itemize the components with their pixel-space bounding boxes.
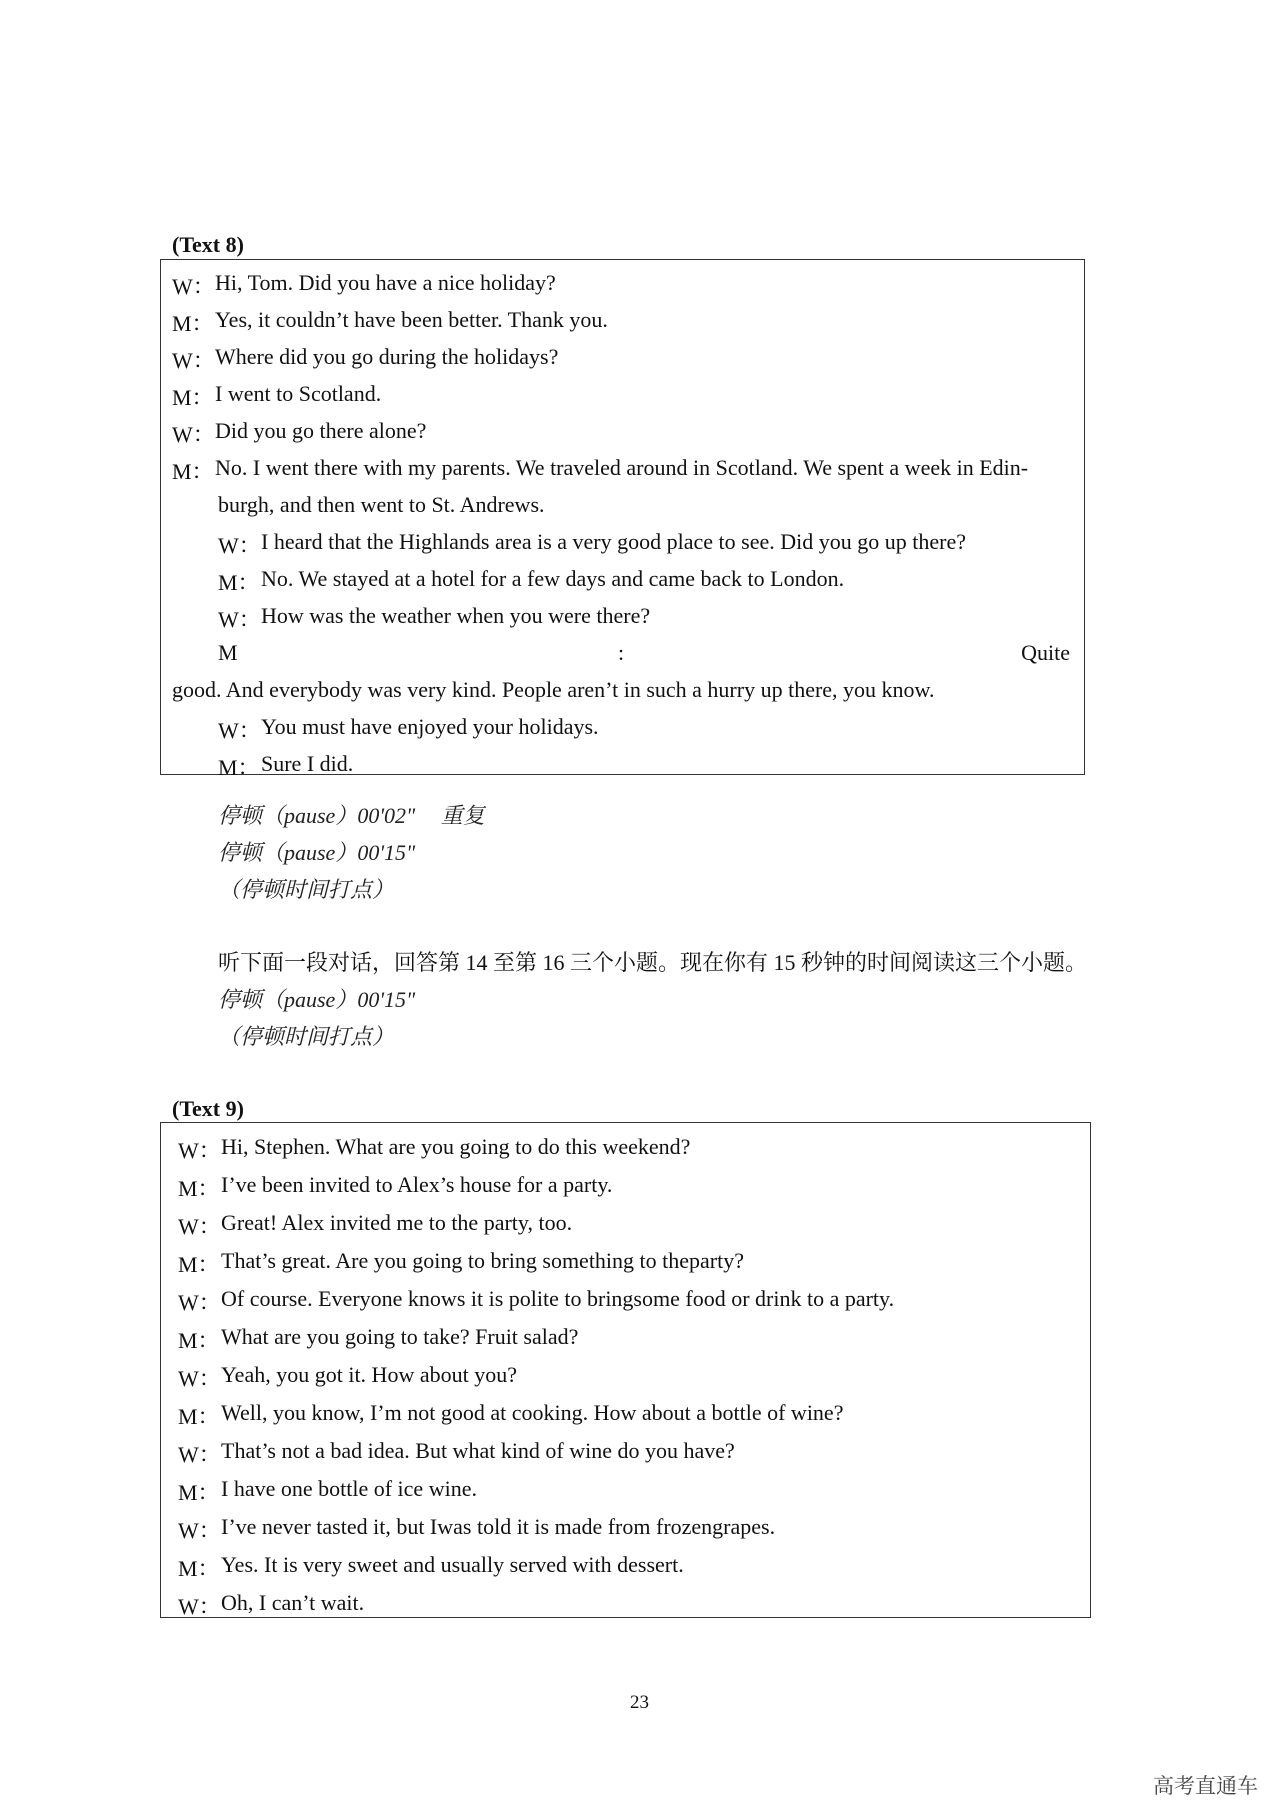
speaker-label: W： [218,607,261,632]
line-text: Did you go there alone? [215,418,427,443]
line-text: burgh, and then went to St. Andrews. [218,492,545,517]
line-text: I heard that the Highlands area is a very good place to see. Did you go up there? [261,529,966,554]
speaker-label: M： [178,1328,220,1353]
speaker-label: W： [178,1290,221,1315]
instruction-text: 听下面一段对话，回答第 14 至第 16 三个小题。现在你有 15 秒钟的时间阅读这三个小题。 [218,950,1088,975]
speaker-label: M： [172,311,214,336]
speaker-label: M [218,640,238,665]
text9-dialogue-box [160,1122,1091,1618]
page-number: 23 [630,1692,649,1713]
pause-timing-note: （停顿时间打点） [218,877,395,902]
text8-dialogue-box [160,259,1085,780]
speaker-label: M： [178,1252,220,1277]
line-text: No. I went there with my parents. We traveled around in Scotland. We spent a week in Edin- [215,455,1029,480]
line-text: Hi, Tom. Did you have a nice holiday? [215,270,556,295]
pause-text: 停顿（pause）00'02" [218,803,416,828]
line-text: Yes. It is very sweet and usually served with dessert. [221,1552,684,1577]
line-text: Great! Alex invited me to the party, too. [221,1210,573,1235]
speaker-label: W： [178,1138,221,1163]
speaker-label: M： [172,385,214,410]
line-text: How was the weather when you were there? [261,603,651,628]
line-text: No. We stayed at a hotel for a few days and came back to London. [261,566,845,591]
dialogue-line [218,640,1070,666]
pause-note: 停顿（pause）00'15" [218,840,416,865]
speaker-label: M： [178,1480,220,1505]
repeat-label: 重复 [440,803,485,828]
speaker-label: W： [172,348,215,373]
line-text: Well, you know, I’m not good at cooking. How about a bottle of wine? [221,1400,844,1425]
speaker-label: W： [172,422,215,447]
line-text: What are you going to take? Fruit salad? [221,1324,579,1349]
speaker-label: M： [178,1404,220,1429]
watermark-text: 高考直通车 [1153,1774,1258,1798]
line-text: Of course. Everyone knows it is polite to bringsome food or drink to a party. [221,1286,895,1311]
speaker-colon: : [618,640,625,665]
line-text: I’ve never tasted it, but Iwas told it is made from frozengrapes. [221,1514,776,1539]
speaker-label: M： [218,570,260,595]
text9-title: (Text 9) [172,1096,244,1121]
speaker-label: W： [178,1214,221,1239]
line-text: That’s great. Are you going to bring something to theparty? [221,1248,745,1273]
speaker-label: W： [218,718,261,743]
line-text: I have one bottle of ice wine. [221,1476,477,1501]
pause-timing-note: （停顿时间打点） [218,1024,395,1049]
line-text: I’ve been invited to Alex’s house for a party. [221,1172,613,1197]
speaker-label: W： [218,533,261,558]
line-text: That’s not a bad idea. But what kind of wine do you have? [221,1438,735,1463]
speaker-label: M： [172,459,214,484]
speaker-label: M： [178,1556,220,1581]
line-text: Yes, it couldn’t have been better. Thank you. [215,307,608,332]
pause-note [218,799,485,830]
speaker-label: W： [178,1442,221,1467]
speaker-label: M： [218,755,260,780]
line-text: I went to Scotland. [215,381,382,406]
line-text: good. And everybody was very kind. People aren’t in such a hurry up there, you know. [172,677,935,702]
speaker-label: W： [178,1518,221,1543]
line-text: Where did you go during the holidays? [215,344,559,369]
line-text: You must have enjoyed your holidays. [261,714,599,739]
line-text: Quite [1021,640,1070,665]
speaker-label: M： [178,1176,220,1201]
text8-title: (Text 8) [172,232,244,257]
line-text: Hi, Stephen. What are you going to do this weekend? [221,1134,691,1159]
speaker-label: W： [178,1366,221,1391]
line-text: Oh, I can’t wait. [221,1590,365,1615]
line-text: Sure I did. [261,751,354,776]
speaker-label: W： [178,1594,221,1619]
speaker-label: W： [172,274,215,299]
line-text: Yeah, you got it. How about you? [221,1362,517,1387]
pause-note: 停顿（pause）00'15" [218,987,416,1012]
